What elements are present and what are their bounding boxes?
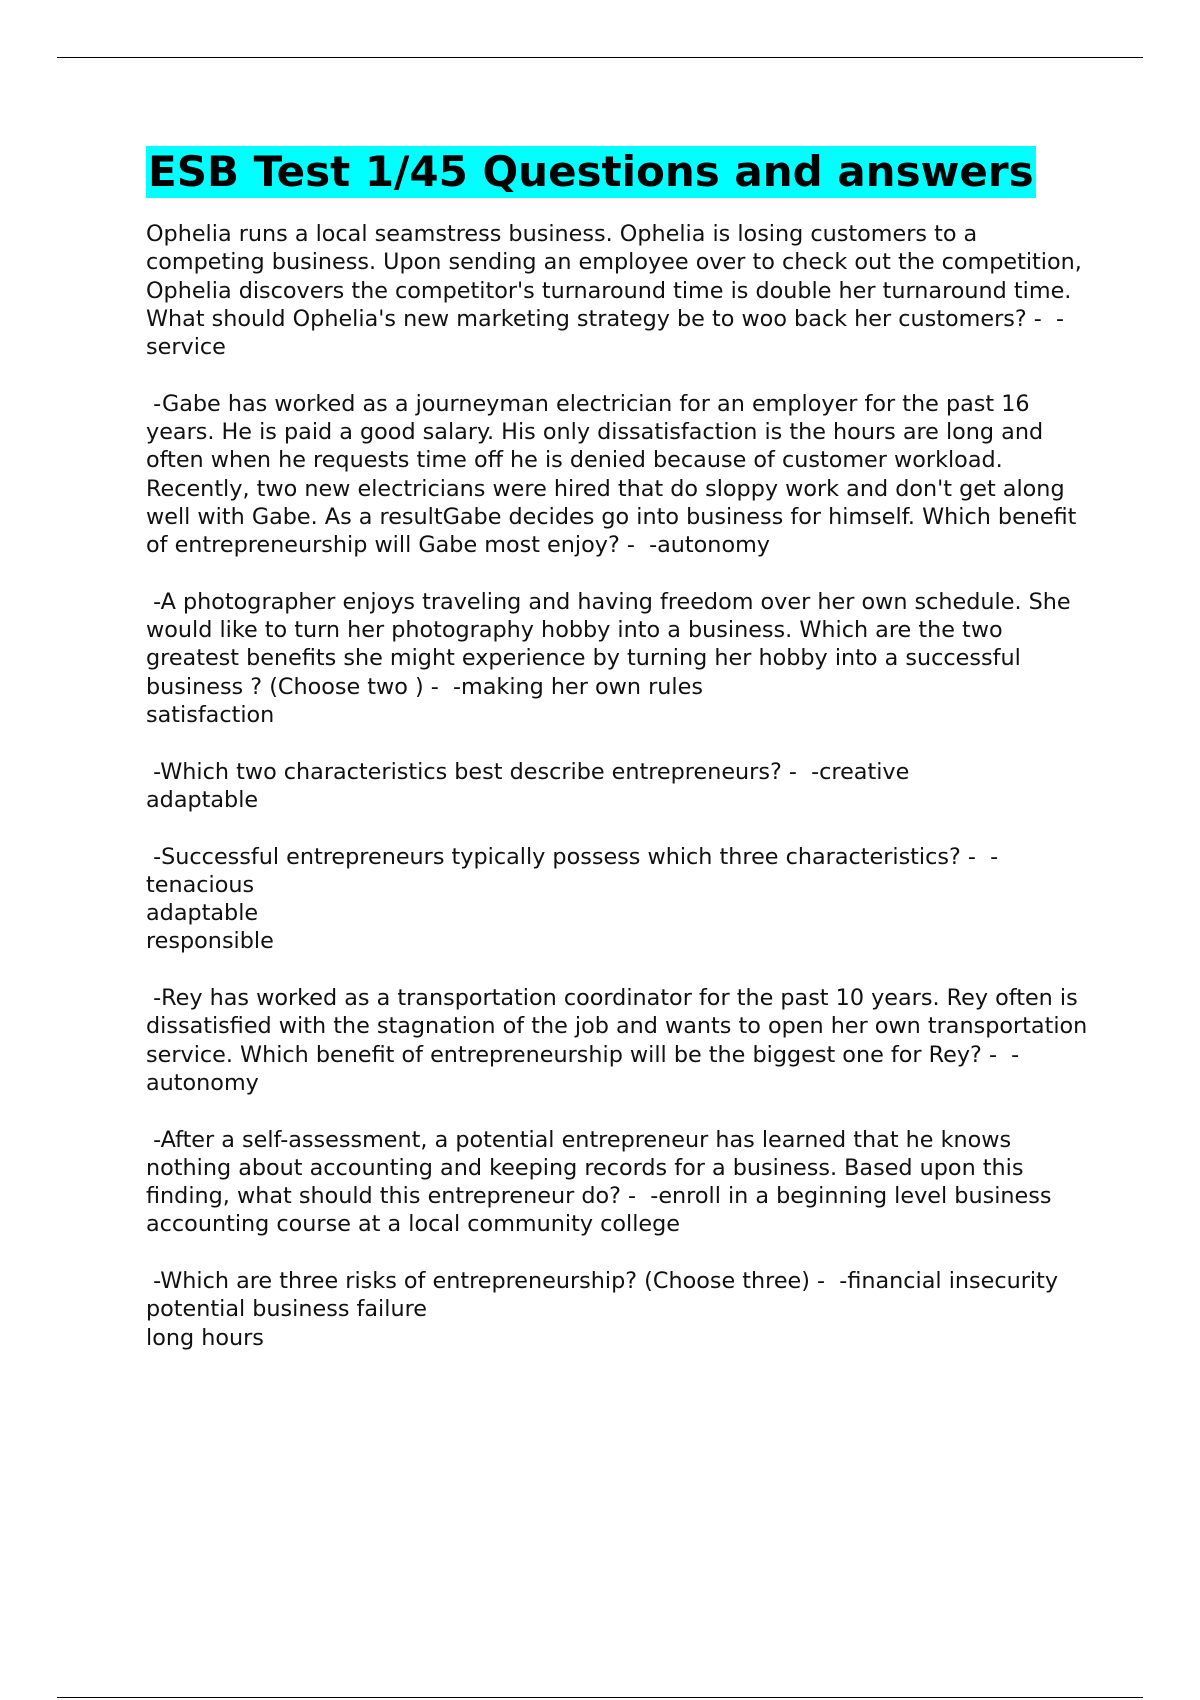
qa-entry: -A photographer enjoys traveling and having freedom over her own schedule. She would like to turn her photography hobby into a business. Which are the two greatest benefits she might experience by turning her hobby into a successful business ? (Choose two ) - -making her own rules satisfaction xyxy=(146,588,1071,729)
qa-entry: -Which two characteristics best describe entrepreneurs? - -creative adaptable xyxy=(146,758,910,813)
document-body xyxy=(146,146,1095,1380)
document-title: ESB Test 1/45 Questions and answers xyxy=(148,147,1034,196)
title-block xyxy=(146,146,1091,198)
question-list xyxy=(146,220,1095,1352)
top-rule xyxy=(57,57,1143,58)
qa-entry: -Successful entrepreneurs typically possess which three characteristics? - -tenacious adaptable responsible xyxy=(146,843,999,955)
qa-entry: -Rey has worked as a transportation coordinator for the past 10 years. Rey often is dissatisfied with the stagnation of the job and wants to open her own transportation service. Which benefit of entrepreneurship will be the biggest one for Rey? - -autonomy xyxy=(146,985,1095,1096)
bottom-rule xyxy=(57,1697,1143,1698)
qa-entry: Ophelia runs a local seamstress business. Ophelia is losing customers to a competing business. Upon sending an employee over to check out the competition, Ophelia discovers the competitor's turnaround time is double her turnaround time. What should Ophelia's new marketing strategy be to woo back her customers? - -service xyxy=(146,221,1089,361)
qa-entry: -After a self-assessment, a potential entrepreneur has learned that he knows nothing about accounting and keeping records for a business. Based upon this finding, what should this entrepreneur do? - -enroll in a beginning level business accounting course at a local community college xyxy=(146,1126,1059,1238)
qa-entry: -Gabe has worked as a journeyman electrician for an employer for the past 16 years. He is paid a good salary. His only dissatisfaction is the hours are long and often when he requests time off he is denied because of customer workload. Recently, two new electricians were hired that do sloppy work and don't get along well with Gabe. As a resultGabe decides go into business for himself. Which benefit of entrepreneurship will Gabe most enjoy? - -autonomy xyxy=(146,390,1084,559)
qa-entry: -Which are three risks of entrepreneurship? (Choose three) - -financial insecurity potential business failure long hours xyxy=(146,1267,1059,1351)
